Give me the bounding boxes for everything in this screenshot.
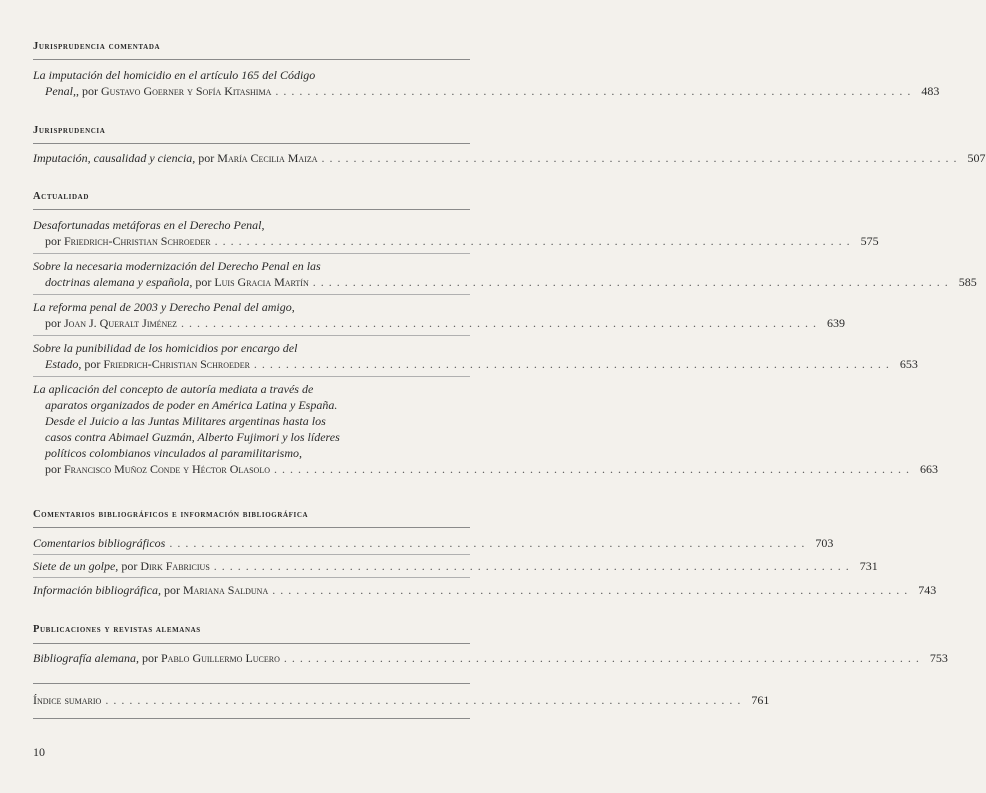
entry-page-number: 703 bbox=[815, 536, 834, 550]
toc-entry[interactable] bbox=[33, 258, 977, 290]
section-heading: Actualidad bbox=[33, 191, 89, 202]
entry-title-end: Estado, bbox=[45, 357, 82, 371]
dot-leader: . . . . . . . . . . . . . . . . . . . . . . . . . . . . . . . . . . . . . . . . . . . . . . . . . . . . . . . . . . . . . . . . . . . . . . . . . . . . . . . . bbox=[214, 234, 851, 248]
entry-author: Luis Gracia Martín bbox=[214, 275, 309, 289]
section-heading: Comentarios bibliográficos e información bibliográfica bbox=[33, 509, 309, 520]
entry-page-number: 507 bbox=[967, 151, 986, 165]
section-divider bbox=[33, 718, 470, 719]
section-divider bbox=[33, 209, 470, 210]
dot-leader: . . . . . . . . . . . . . . . . . . . . . . . . . . . . . . . . . . . . . . . . . . . . . . . . . . . . . . . . . . . . . . . . . . . . . . . . . . . . . . . . bbox=[275, 84, 912, 98]
dot-leader: . . . . . . . . . . . . . . . . . . . . . . . . . . . . . . . . . . . . . . . . . . . . . . . . . . . . . . . . . . . . . . . . . . . . . . . . . . . . . . . . bbox=[253, 357, 890, 371]
section-heading: Jurisprudencia bbox=[33, 125, 106, 136]
entry-title-line: Desde el Juicio a las Juntas Militares argentinas hasta los bbox=[45, 414, 326, 428]
entry-last-line bbox=[33, 650, 948, 666]
entry-connector: por bbox=[139, 651, 158, 665]
entry-last-line bbox=[33, 233, 879, 249]
dot-leader: . . . . . . . . . . . . . . . . . . . . . . . . . . . . . . . . . . . . . . . . . . . . . . . . . . . . . . . . . . . . . . . . . . . . . . . . . . . . . . . . bbox=[105, 693, 742, 707]
entry-last-line bbox=[33, 558, 878, 574]
dot-leader: . . . . . . . . . . . . . . . . . . . . . . . . . . . . . . . . . . . . . . . . . . . . . . . . . . . . . . . . . . . . . . . . . . . . . . . . . . . . . . . . bbox=[321, 151, 958, 165]
entry-last-line bbox=[33, 274, 977, 290]
entry-title-line: Sobre la necesaria modernización del Derecho Penal en las bbox=[33, 259, 321, 273]
entry-connector: por bbox=[45, 316, 61, 330]
entry-title-line: aparatos organizados de poder en América Latina y España. bbox=[45, 398, 338, 412]
section-divider bbox=[33, 59, 470, 60]
entry-page-number: 639 bbox=[827, 316, 846, 330]
entry-page-number: 483 bbox=[921, 84, 940, 98]
toc-entry[interactable] bbox=[33, 67, 940, 99]
entry-connector: por bbox=[192, 275, 212, 289]
entry-author: Dirk Fabricius bbox=[140, 559, 210, 573]
section-heading: Publicaciones y revistas alemanas bbox=[33, 624, 201, 635]
entry-divider bbox=[33, 294, 470, 295]
entry-connector: por bbox=[118, 559, 138, 573]
entry-title-line: La aplicación del concepto de autoría mediata a través de bbox=[33, 382, 314, 396]
entry-page-number: 743 bbox=[918, 583, 937, 597]
entry-author: Francisco Muñoz Conde y Héctor Olasolo bbox=[64, 462, 270, 476]
entry-title-line: Desafortunadas metáforas en el Derecho Penal, bbox=[33, 218, 265, 232]
entry-title-line: políticos colombianos vinculados al paramilitarismo, bbox=[45, 446, 302, 460]
entry-connector: por bbox=[81, 357, 101, 371]
dot-leader: . . . . . . . . . . . . . . . . . . . . . . . . . . . . . . . . . . . . . . . . . . . . . . . . . . . . . . . . . . . . . . . . . . . . . . . . . . . . . . . . bbox=[213, 559, 850, 573]
entry-divider bbox=[33, 376, 470, 377]
dot-leader: . . . . . . . . . . . . . . . . . . . . . . . . . . . . . . . . . . . . . . . . . . . . . . . . . . . . . . . . . . . . . . . . . . . . . . . . . . . . . . . . bbox=[181, 316, 818, 330]
entry-author: Gustavo Goerner y Sofía Kitashima bbox=[101, 84, 272, 98]
entry-page-number: 653 bbox=[899, 357, 918, 371]
entry-last-line bbox=[33, 315, 846, 331]
entry-title-end: Siete de un golpe, bbox=[33, 559, 119, 573]
entry-page-number: 663 bbox=[919, 462, 938, 476]
section-heading: Jurisprudencia comentada bbox=[33, 41, 161, 52]
toc-entry[interactable] bbox=[33, 299, 846, 331]
dot-leader: . . . . . . . . . . . . . . . . . . . . . . . . . . . . . . . . . . . . . . . . . . . . . . . . . . . . . . . . . . . . . . . . . . . . . . . . . . . . . . . . bbox=[312, 275, 949, 289]
entry-author: Pablo Guillermo Lucero bbox=[161, 651, 280, 665]
entry-title-end: Información bibliográfica, bbox=[33, 583, 161, 597]
entry-last-line bbox=[33, 582, 937, 598]
entry-page-number: 575 bbox=[860, 234, 879, 248]
entry-title-end: Comentarios bibliográficos bbox=[33, 536, 166, 550]
entry-page-number: 761 bbox=[751, 693, 770, 707]
section-divider bbox=[33, 643, 470, 644]
entry-title-end: Bibliografía alemana, bbox=[33, 651, 139, 665]
entry-author: María Cecilia Maiza bbox=[217, 151, 318, 165]
section-divider bbox=[33, 683, 470, 684]
entry-page-number: 753 bbox=[929, 651, 948, 665]
entry-page-number: 585 bbox=[958, 275, 977, 289]
toc-entry[interactable] bbox=[33, 535, 834, 551]
entry-divider bbox=[33, 335, 470, 336]
dot-leader: . . . . . . . . . . . . . . . . . . . . . . . . . . . . . . . . . . . . . . . . . . . . . . . . . . . . . . . . . . . . . . . . . . . . . . . . . . . . . . . . bbox=[169, 536, 806, 550]
entry-title-end: Penal, bbox=[45, 84, 76, 98]
entry-connector: por bbox=[161, 583, 180, 597]
entry-title-end: doctrinas alemana y española, bbox=[45, 275, 193, 289]
toc-entry[interactable] bbox=[33, 381, 938, 477]
entry-last-line bbox=[33, 535, 834, 551]
toc-entry[interactable] bbox=[33, 217, 879, 249]
entry-title-end: Imputación, causalidad y ciencia, bbox=[33, 151, 196, 165]
entry-last-line bbox=[33, 356, 918, 372]
entry-connector: por bbox=[195, 151, 215, 165]
toc-entry-index[interactable] bbox=[33, 692, 770, 708]
section-divider bbox=[33, 143, 470, 144]
entry-divider bbox=[33, 577, 470, 578]
dot-leader: . . . . . . . . . . . . . . . . . . . . . . . . . . . . . . . . . . . . . . . . . . . . . . . . . . . . . . . . . . . . . . . . . . . . . . . . . . . . . . . . bbox=[272, 583, 909, 597]
toc-entry[interactable] bbox=[33, 340, 918, 372]
entry-author: Friedrich-Christian Schroeder bbox=[64, 234, 211, 248]
toc-entry[interactable] bbox=[33, 650, 948, 666]
toc-entry[interactable] bbox=[33, 150, 986, 166]
page-number: 10 bbox=[33, 745, 45, 759]
entry-author: Mariana Salduna bbox=[183, 583, 269, 597]
entry-title-line: La imputación del homicidio en el artículo 165 del Código bbox=[33, 68, 316, 82]
entry-title-line: casos contra Abimael Guzmán, Alberto Fujimori y los líderes bbox=[45, 430, 340, 444]
entry-connector: por bbox=[45, 234, 61, 248]
entry-connector: , por bbox=[76, 84, 98, 98]
entry-connector: por bbox=[45, 462, 61, 476]
entry-last-line bbox=[33, 692, 770, 708]
dot-leader: . . . . . . . . . . . . . . . . . . . . . . . . . . . . . . . . . . . . . . . . . . . . . . . . . . . . . . . . . . . . . . . . . . . . . . . . . . . . . . . . bbox=[273, 462, 910, 476]
index-label: Índice sumario bbox=[33, 693, 102, 707]
entry-title-line: Sobre la punibilidad de los homicidios por encargo del bbox=[33, 341, 298, 355]
entry-last-line bbox=[33, 461, 938, 477]
toc-entry[interactable] bbox=[33, 558, 878, 574]
dot-leader: . . . . . . . . . . . . . . . . . . . . . . . . . . . . . . . . . . . . . . . . . . . . . . . . . . . . . . . . . . . . . . . . . . . . . . . . . . . . . . . . bbox=[283, 651, 920, 665]
entry-author: Friedrich-Christian Schroeder bbox=[103, 357, 250, 371]
section-divider bbox=[33, 527, 470, 528]
toc-entry[interactable] bbox=[33, 582, 937, 598]
entry-author: Joan J. Queralt Jiménez bbox=[64, 316, 178, 330]
entry-last-line bbox=[33, 83, 940, 99]
entry-title-line: La reforma penal de 2003 y Derecho Penal del amigo, bbox=[33, 300, 295, 314]
entry-last-line bbox=[33, 150, 986, 166]
entry-divider bbox=[33, 253, 470, 254]
entry-page-number: 731 bbox=[859, 559, 878, 573]
entry-divider bbox=[33, 554, 470, 555]
